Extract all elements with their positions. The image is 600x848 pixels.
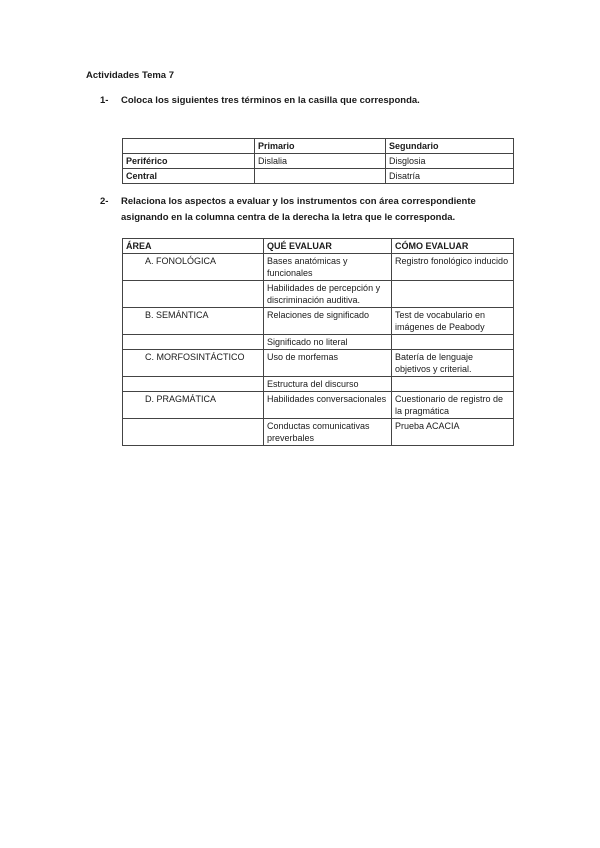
que-evaluar-cell: Conductas comunicativas preverbales xyxy=(264,419,392,446)
table-row xyxy=(123,335,514,350)
como-evaluar-cell: Batería de lenguaje objetivos y criterial. xyxy=(392,350,514,377)
table-cell: Dislalia xyxy=(255,154,386,169)
como-evaluar-cell xyxy=(392,335,514,350)
table-row xyxy=(123,281,514,308)
area-cell: C. MORFOSINTÁCTICO xyxy=(123,350,264,377)
table-header-row xyxy=(123,239,514,254)
table-cell: Disatría xyxy=(386,169,514,184)
area-cell xyxy=(123,281,264,308)
area-cell xyxy=(123,419,264,446)
table-row xyxy=(123,377,514,392)
que-evaluar-cell: Bases anatómicas y funcionales xyxy=(264,254,392,281)
table-row xyxy=(123,308,514,335)
table-row xyxy=(123,169,514,184)
table-header-row xyxy=(123,139,514,154)
table-row xyxy=(123,392,514,419)
que-evaluar-cell: Habilidades de percepción y discriminación auditiva. xyxy=(264,281,392,308)
row-label: Central xyxy=(123,169,255,184)
question-2-line-1: Relaciona los aspectos a evaluar y los instrumentos con área correspondiente xyxy=(121,196,476,207)
row-label: Periférico xyxy=(123,154,255,169)
que-evaluar-cell: Uso de morfemas xyxy=(264,350,392,377)
question-1-number: 1- xyxy=(100,95,109,106)
table-row xyxy=(123,419,514,446)
como-evaluar-cell: Cuestionario de registro de la pragmática xyxy=(392,392,514,419)
como-evaluar-cell: Test de vocabulario en imágenes de Peabody xyxy=(392,308,514,335)
table-cell xyxy=(255,169,386,184)
table-row xyxy=(123,350,514,377)
question-1-text: Coloca los siguientes tres términos en la casilla que corresponda. xyxy=(121,95,420,106)
table-header-cell: Primario xyxy=(255,139,386,154)
area-cell: D. PRAGMÁTICA xyxy=(123,392,264,419)
area-cell: B. SEMÁNTICA xyxy=(123,308,264,335)
como-evaluar-cell: Prueba ACACIA xyxy=(392,419,514,446)
que-evaluar-cell: Significado no literal xyxy=(264,335,392,350)
table-header-cell: ÁREA xyxy=(123,239,264,254)
table-header-cell: CÓMO EVALUAR xyxy=(392,239,514,254)
como-evaluar-cell: Registro fonológico inducido xyxy=(392,254,514,281)
table-cell: Disglosia xyxy=(386,154,514,169)
evaluation-table xyxy=(122,238,514,446)
como-evaluar-cell xyxy=(392,377,514,392)
que-evaluar-cell: Habilidades conversacionales xyxy=(264,392,392,419)
como-evaluar-cell xyxy=(392,281,514,308)
table-header-cell xyxy=(123,139,255,154)
que-evaluar-cell: Estructura del discurso xyxy=(264,377,392,392)
table-row xyxy=(123,254,514,281)
classification-table xyxy=(122,138,514,184)
table-header-cell: QUÉ EVALUAR xyxy=(264,239,392,254)
document-title: Actividades Tema 7 xyxy=(86,70,175,81)
que-evaluar-cell: Relaciones de significado xyxy=(264,308,392,335)
table-header-cell: Segundario xyxy=(386,139,514,154)
area-cell xyxy=(123,335,264,350)
area-cell: A. FONOLÓGICA xyxy=(123,254,264,281)
question-2-line-2: asignando en la columna centra de la derecha la letra que le corresponda. xyxy=(121,212,456,223)
question-2-number: 2- xyxy=(100,196,109,207)
area-cell xyxy=(123,377,264,392)
table-row xyxy=(123,154,514,169)
